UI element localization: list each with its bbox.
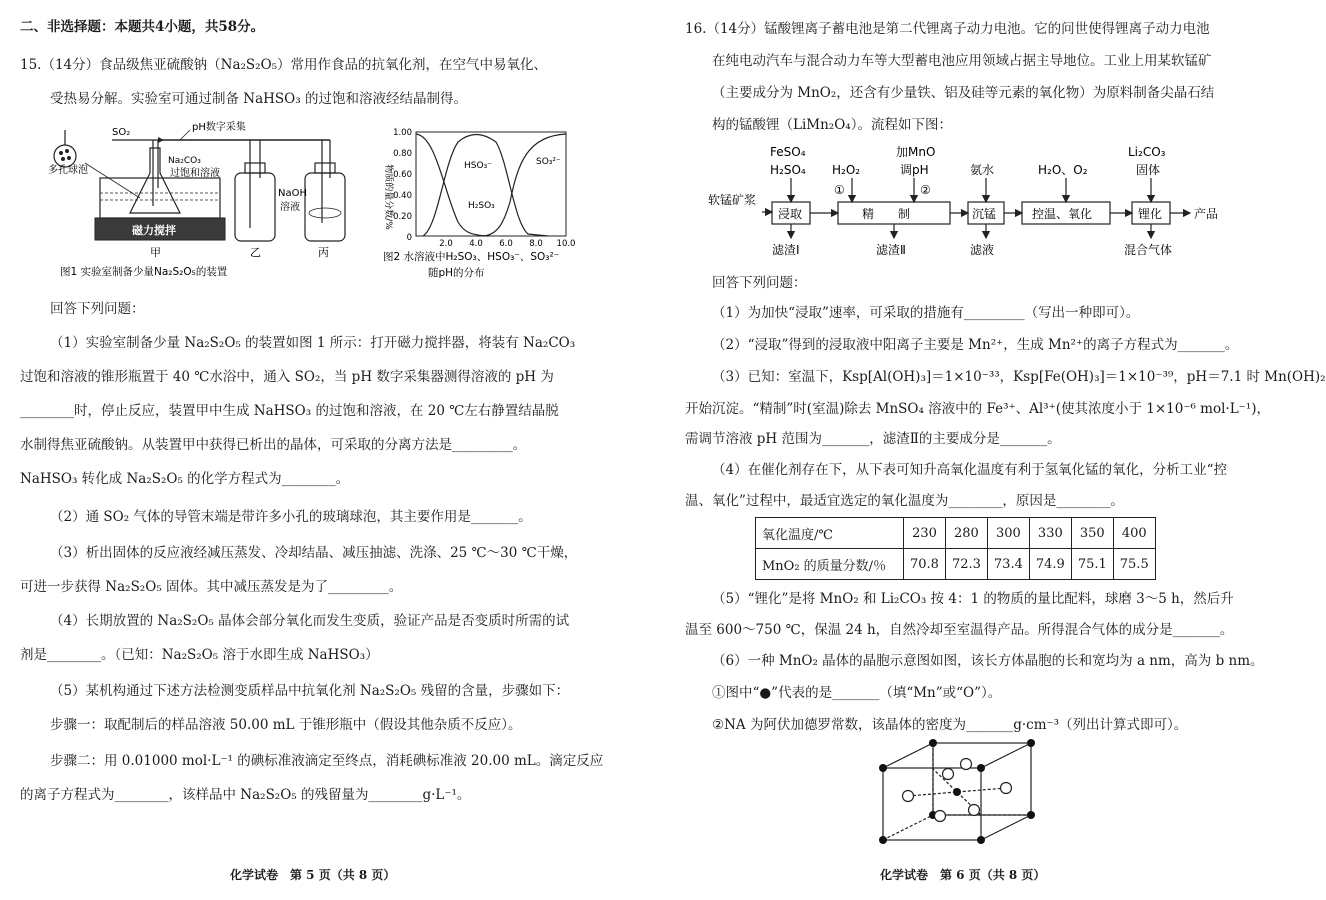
- answer-prompt-left: 回答下列问题：: [50, 301, 145, 317]
- table-row: [756, 549, 1156, 580]
- reagent-feso4: FeSO₄: [770, 145, 806, 159]
- q16-intro-line1: 16.（14分）锰酸锂离子蓄电池是第二代锂离子动力电池。它的问世使得锂离子动力电池: [685, 21, 1210, 37]
- atom-open: [1001, 783, 1012, 794]
- flow-step4: 控温、氧化: [1032, 207, 1093, 221]
- q15-part1-line1: （1）实验室制备少量 Na₂S₂O₅ 的装置如图 1 所示：打开磁力搅拌器，将装有 Na₂CO₃: [50, 335, 576, 351]
- atom-filled: [977, 836, 985, 844]
- porous-bulb-icon: [54, 130, 76, 167]
- waste-filtrate: 滤液: [970, 243, 995, 257]
- ytick: 0.40: [393, 191, 412, 201]
- label-stirrer: 磁力搅拌: [132, 224, 176, 237]
- table-cell: 73.4: [987, 549, 1029, 580]
- figure1-apparatus: [40, 118, 370, 283]
- label-ph-collect: pH数字采集: [192, 122, 246, 133]
- waste-residue2: 滤渣Ⅱ: [876, 243, 906, 257]
- reagent-step-2: ②: [920, 183, 931, 197]
- atom-open: [969, 805, 980, 816]
- label-yi: 乙: [250, 246, 261, 259]
- reagent-li2co3: Li₂CO₃: [1128, 145, 1166, 159]
- series-so3-label: SO₃²⁻: [536, 157, 561, 167]
- series-h2so3-label: H₂SO₃: [468, 201, 495, 211]
- figure2-chart: [378, 122, 583, 287]
- flow-output: 产品: [1194, 207, 1219, 221]
- atom-filled: [929, 739, 937, 747]
- atom-open: [903, 791, 914, 802]
- q15-part5-line2: 步骤一：取配制后的样品溶液 50.00 mL 于锥形瓶中（假设其他杂质不反应）。: [50, 717, 522, 733]
- answer-prompt-right: 回答下列问题：: [712, 275, 807, 291]
- q15-intro-line1: 15.（14分）食品级焦亚硫酸钠（Na₂S₂O₅）常用作食品的抗氧化剂，在空气中易氧化、: [20, 57, 548, 73]
- q16-part6-line3: ②NA 为阿伏加德罗常数，该晶体的密度为_______g·cm⁻³（列出计算式即可）。: [712, 717, 1188, 733]
- q16-part6-line1: （6）一种 MnO₂ 晶体的晶胞示意图如图，该长方体晶胞的长和宽均为 a nm，高为 b nm。: [712, 653, 1264, 669]
- table-cell: 350: [1071, 518, 1113, 549]
- q15-part1-line3: ________时，停止反应，装置甲中生成 NaHSO₃ 的过饱和溶液，在 20 ℃左右静置结晶脱: [20, 403, 559, 419]
- table-row2-head: MnO₂ 的质量分数/％: [756, 549, 904, 580]
- q16-part5-line1: （5）“锂化”是将 MnO₂ 和 Li₂CO₃ 按 4：1 的物质的量比配料，球磨 3～5 h，然后升: [712, 591, 1234, 607]
- curve-so3: [483, 134, 566, 236]
- atom-open: [935, 811, 946, 822]
- q15-part3-line2: 可进一步获得 Na₂S₂O₅ 固体。其中减压蒸发是为了_________。: [20, 579, 403, 595]
- atom-open: [961, 759, 972, 770]
- q16-part3-line1: （3）已知：室温下，Ksp[Al(OH)₃]＝1×10⁻³³，Ksp[Fe(OH)₃]＝1×10⁻³⁹，pH＝7.1 时 Mn(OH)₂: [712, 369, 1326, 385]
- oxidation-table: [755, 517, 1156, 580]
- q15-part2: （2）通 SO₂ 气体的导管末端是带许多小孔的玻璃球泡，其主要作用是_______。: [50, 509, 532, 525]
- atom-filled: [879, 836, 887, 844]
- q15-part1-line5: NaHSO₃ 转化成 Na₂S₂O₅ 的化学方程式为________。: [20, 471, 350, 487]
- footer-right: 化学试卷 第 6 页（共 8 页）: [880, 868, 1046, 882]
- series-hso3-label: HSO₃⁻: [464, 161, 492, 171]
- q16-part2: （2）“浸取”得到的浸取液中阳离子主要是 Mn²⁺，生成 Mn²⁺的离子方程式为_______。: [712, 337, 1239, 353]
- q16-intro-line3: （主要成分为 MnO₂，还含有少量铁、铝及硅等元素的氧化物）为原料制备尖晶石结: [712, 85, 1215, 101]
- figure1-caption: 图1 实验室制备少量Na₂S₂O₅的装置: [60, 266, 228, 278]
- label-na2co3: Na₂CO₃: [168, 156, 201, 166]
- q15-part5-line1: （5）某机构通过下述方法检测变质样品中抗氧化剂 Na₂S₂O₅ 残留的含量，步骤如下：: [50, 683, 570, 699]
- q16-part4-line2: 温、氧化”过程中，最适宜选定的氧化温度为________，原因是________。: [685, 493, 1124, 509]
- xtick: 2.0: [439, 239, 453, 249]
- q16-intro-line2: 在纯电动汽车与混合动力车等大型蓄电池应用领域占据主导地位。工业上用某软锰矿: [712, 53, 1212, 69]
- label-naoh-solution: 溶液: [280, 202, 300, 213]
- table-cell: 75.5: [1113, 549, 1155, 580]
- flow-step1: 浸取: [778, 207, 803, 221]
- q16-intro-line4: 构的锰酸锂（LiMn₂O₄）。流程如下图：: [712, 117, 952, 133]
- q16-part4-line1: （4）在催化剂存在下，从下表可知升高氧化温度有利于氢氧化锰的氧化，分析工业“控: [712, 462, 1227, 478]
- label-bing: 丙: [318, 246, 329, 259]
- xtick: 6.0: [499, 239, 513, 249]
- q15-part4-line2: 剂是________。（已知：Na₂S₂O₅ 溶于水即生成 NaHSO₃）: [20, 647, 379, 663]
- q16-part6-line2: ①图中“●”代表的是_______（填“Mn”或“O”）。: [712, 685, 1002, 701]
- q15-intro-line2: 受热易分解。实验室可通过制备 NaHSO₃ 的过饱和溶液经结晶制得。: [50, 91, 467, 107]
- table-cell: 70.8: [904, 549, 946, 580]
- atom-filled: [879, 764, 887, 772]
- reagent-step-1: ①: [834, 183, 845, 197]
- flow-step3: 沉锰: [972, 207, 997, 221]
- q16-part1: （1）为加快“浸取”速率，可采取的措施有_________（写出一种即可）。: [712, 305, 1140, 321]
- table-cell: 330: [1029, 518, 1071, 549]
- label-so2: SO₂: [112, 127, 131, 138]
- q16-part3-line3: 需调节溶液 pH 范围为_______，滤渣Ⅱ的主要成分是_______。: [685, 431, 1061, 447]
- figure2-caption-1: 图2 水溶液中H₂SO₃、HSO₃⁻、SO₃²⁻: [383, 251, 560, 263]
- reagent-mno: 加MnO: [896, 145, 936, 159]
- flow-step2: 精 制: [862, 207, 911, 221]
- process-flowchart: [700, 140, 1245, 265]
- curve-h2so3: [416, 134, 488, 236]
- table-row: [756, 518, 1156, 549]
- waste-mixed-gas: 混合气体: [1124, 243, 1173, 257]
- q15-part3-line1: （3）析出固体的反应液经减压蒸发、冷却结晶、减压抽滤、洗涤、25 ℃～30 ℃干燥，: [50, 545, 578, 561]
- xtick: 10.0: [556, 239, 576, 249]
- flow-input: 软锰矿浆: [708, 193, 757, 207]
- table-cell: 74.9: [1029, 549, 1071, 580]
- table-cell: 400: [1113, 518, 1155, 549]
- q15-part5-line3: 步骤二：用 0.01000 mol·L⁻¹ 的碘标准液滴定至终点，消耗碘标准液 20.00 mL。滴定反应: [50, 753, 604, 769]
- label-naoh: NaOH: [278, 188, 307, 199]
- chart-ylabel: 物质的量分数/%: [383, 164, 393, 230]
- reagent-h2o2: H₂O₂: [832, 163, 861, 177]
- atom-open: [943, 769, 954, 780]
- unit-cell-figure: [878, 738, 1038, 846]
- xtick: 8.0: [529, 239, 543, 249]
- label-saturated: 过饱和溶液: [170, 168, 220, 179]
- label-jia: 甲: [150, 246, 161, 259]
- table-cell: 280: [945, 518, 987, 549]
- table-cell: 230: [904, 518, 946, 549]
- table-cell: 72.3: [945, 549, 987, 580]
- waste-residue1: 滤渣Ⅰ: [772, 243, 800, 257]
- reagent-adjust-ph: 调pH: [900, 163, 929, 177]
- ytick: 0.60: [393, 170, 412, 180]
- footer-left: 化学试卷 第 5 页（共 8 页）: [230, 868, 396, 882]
- figure2-caption-2: 随pH的分布: [428, 267, 485, 279]
- ytick: 0.80: [393, 149, 412, 159]
- reagent-ammonia: 氨水: [970, 163, 995, 177]
- q16-part5-line2: 温至 600～750 ℃，保温 24 h，自然冷却至室温得产品。所得混合气体的成分是_______。: [685, 622, 1234, 638]
- reagent-h2o-o2: H₂O、O₂: [1038, 163, 1088, 177]
- xtick: 4.0: [469, 239, 483, 249]
- flow-step5: 锂化: [1138, 207, 1163, 221]
- table-row1-head: 氧化温度/℃: [756, 518, 904, 549]
- q15-part5-line4: 的离子方程式为________，该样品中 Na₂S₂O₅ 的残留量为________g·L⁻¹。: [20, 787, 471, 803]
- reagent-h2so4: H₂SO₄: [770, 163, 806, 177]
- q15-part4-line1: （4）长期放置的 Na₂S₂O₅ 晶体会部分氧化而发生变质，验证产品是否变质时所需的试: [50, 613, 570, 629]
- q15-part1-line4: 水制得焦亚硫酸钠。从装置甲中获得已析出的晶体，可采取的分离方法是_________。: [20, 437, 527, 453]
- atom-filled-center: [953, 788, 961, 796]
- q15-part1-line2: 过饱和溶液的锥形瓶置于 40 ℃水浴中，通入 SO₂，当 pH 数字采集器测得溶液的 pH 为: [20, 369, 554, 385]
- table-cell: 300: [987, 518, 1029, 549]
- reagent-solid: 固体: [1136, 163, 1161, 177]
- ytick: 1.00: [393, 128, 412, 138]
- ytick: 0: [406, 233, 412, 243]
- atom-filled: [1027, 739, 1035, 747]
- section-header: 二、非选择题：本题共4小题，共58分。: [20, 19, 265, 35]
- table-cell: 75.1: [1071, 549, 1113, 580]
- q16-part3-line2: 开始沉淀。“精制”时(室温)除去 MnSO₄ 溶液中的 Fe³⁺、Al³⁺(使其浓度小于 1×10⁻⁶ mol·L⁻¹)，: [685, 401, 1270, 417]
- atom-filled: [977, 764, 985, 772]
- ytick: 0.20: [393, 212, 412, 222]
- atom-filled: [1027, 811, 1035, 819]
- label-bulb: 多孔球泡: [48, 165, 88, 176]
